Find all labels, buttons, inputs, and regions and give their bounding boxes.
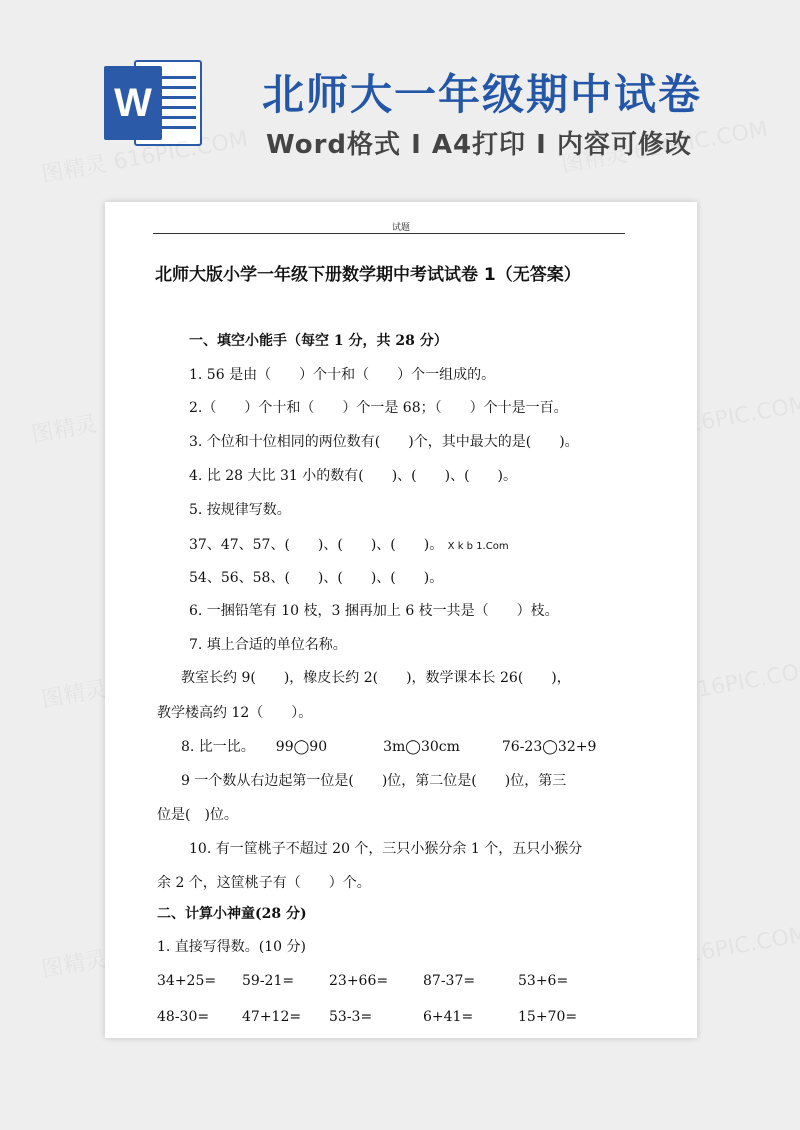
- page-header-label: 试题: [391, 223, 410, 233]
- word-letter-badge: W: [104, 66, 162, 140]
- question-line: 6. 一捆铅笔有 10 枝，3 捆再加上 6 枝一共是（ ）枝。: [189, 603, 559, 619]
- question-line: 余 2 个，这筐桃子有（ ）个。: [157, 875, 371, 891]
- inline-note: X k b 1.Com: [447, 541, 509, 552]
- question-line: 7. 填上合适的单位名称。: [189, 637, 347, 653]
- question-line: 教室长约 9( )，橡皮长约 2( )，数学课本长 26( )，: [181, 670, 571, 686]
- document-title: 北师大版小学一年级下册数学期中考试试卷 1（无答案）: [155, 265, 581, 285]
- document-page: [105, 202, 697, 1038]
- calc-item: 87-37=: [423, 973, 476, 989]
- question-line: 教学楼高约 12（ ）。: [157, 705, 313, 721]
- banner: [0, 0, 800, 200]
- question-line: 3. 个位和十位相同的两位数有( )个，其中最大的是( )。: [189, 434, 579, 450]
- question-line: 位是( )位。: [157, 807, 238, 823]
- question-line: 8. 比一比。 99◯90 3m◯30cm 76-23◯32+9: [181, 739, 597, 755]
- calc-item: 53-3=: [329, 1009, 373, 1025]
- question-line: 54、56、58、( )、( )、( )。: [189, 570, 444, 586]
- calc-item: 23+66=: [329, 973, 389, 989]
- section-heading: 二、计算小神童(28 分): [157, 906, 307, 922]
- question-line: 4. 比 28 大比 31 小的数有( )、( )、( )。: [189, 468, 518, 484]
- calc-item: 34+25=: [157, 973, 217, 989]
- calc-item: 48-30=: [157, 1009, 210, 1025]
- question-line: 9 一个数从右边起第一位是( )位，第二位是( )位，第三: [181, 773, 567, 789]
- calc-item: 6+41=: [423, 1009, 474, 1025]
- question-line: [189, 536, 509, 556]
- banner-subtitle: Word格式 I A4打印 I 内容可修改: [266, 130, 692, 160]
- section-heading: 一、填空小能手（每空 1 分，共 28 分）: [189, 333, 448, 349]
- question-line: 5. 按规律写数。: [189, 502, 291, 518]
- question-line: 1. 56 是由（ ）个十和（ ）个一组成的。: [189, 367, 496, 383]
- banner-title: 北师大一年级期中试卷: [262, 70, 703, 119]
- calc-item: 59-21=: [242, 973, 295, 989]
- question-line: 2.（ ）个十和（ ）个一是 68；（ ）个十是一百。: [189, 400, 568, 416]
- sequence-text: 37、47、57、( )、( )、( )。: [189, 537, 444, 553]
- calc-item: 15+70=: [518, 1009, 578, 1025]
- question-line: 10. 有一筐桃子不超过 20 个，三只小猴分余 1 个，五只小猴分: [189, 841, 583, 857]
- word-document-icon: [104, 56, 204, 150]
- calc-item: 53+6=: [518, 973, 569, 989]
- question-line: 1. 直接写得数。(10 分): [157, 939, 306, 955]
- calc-item: 47+12=: [242, 1009, 302, 1025]
- header-divider: [153, 233, 625, 234]
